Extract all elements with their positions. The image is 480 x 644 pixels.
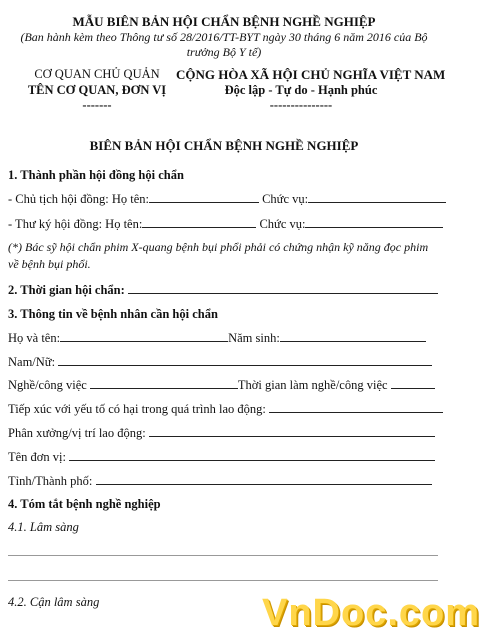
country-name: CỘNG HÒA XÃ HỘI CHỦ NGHĨA VIỆT NAM <box>176 67 446 82</box>
secretary-position-label: Chức vụ: <box>259 217 306 231</box>
chair-name-field[interactable] <box>149 192 259 203</box>
document-title: BIÊN BẢN HỘI CHẨN BỆNH NGHỀ NGHIỆP <box>89 138 359 153</box>
right-divider: --------------- <box>269 98 333 112</box>
province-label: Tỉnh/Thành phố: <box>8 474 93 488</box>
job-field[interactable] <box>90 378 238 389</box>
province-field[interactable] <box>96 474 432 485</box>
clinical-line-2[interactable] <box>8 580 438 581</box>
birth-label: Năm sinh: <box>228 331 280 345</box>
gender-label: Nam/Nữ: <box>8 355 56 369</box>
form-subtitle-line1: (Ban hành kèm theo Thông tư số 28/2016/TT-BYT ngày 30 tháng 6 năm 2016 của Bộ <box>20 30 428 44</box>
clinical-line-1[interactable] <box>8 555 438 556</box>
section2-row <box>8 283 438 298</box>
section3-heading: 3. Thông tin về bệnh nhân cần hội chẩn <box>8 307 218 321</box>
gender-row <box>8 355 432 370</box>
chair-position-label: Chức vụ: <box>262 192 309 206</box>
province-row <box>8 474 432 489</box>
secretary-row <box>8 217 443 232</box>
name-label: Họ và tên: <box>8 331 61 345</box>
workshop-label: Phân xưởng/vị trí lao động: <box>8 426 146 440</box>
left-divider: ------- <box>82 98 112 112</box>
form-title: MẪU BIÊN BẢN HỘI CHẨN BỆNH NGHỀ NGHIỆP <box>72 14 376 29</box>
vndoc-watermark: VnDoc.com <box>262 592 480 634</box>
form-subtitle-line2: trưởng Bộ Y tế) <box>186 45 262 59</box>
section2-heading: 2. Thời gian hội chẩn: <box>8 283 125 297</box>
exposure-label: Tiếp xúc với yếu tố có hại trong quá trình lao động: <box>8 402 266 416</box>
workshop-field[interactable] <box>149 426 435 437</box>
chair-row <box>8 192 446 207</box>
worktime-field[interactable] <box>391 378 435 389</box>
section4-heading: 4. Tóm tắt bệnh nghề nghiệp <box>8 497 161 511</box>
birth-year-field[interactable] <box>280 331 426 342</box>
patient-name-field[interactable] <box>60 331 228 342</box>
worktime-label: Thời gian làm nghề/công việc <box>237 378 388 392</box>
paraclinical-label: 4.2. Cận lâm sàng <box>8 595 100 609</box>
consult-time-field[interactable] <box>128 283 438 294</box>
chair-position-field[interactable] <box>308 192 446 203</box>
exposure-field[interactable] <box>269 402 443 413</box>
unit-field[interactable] <box>69 450 435 461</box>
national-motto: Độc lập - Tự do - Hạnh phúc <box>224 83 378 97</box>
agency-name: CƠ QUAN CHỦ QUẢN <box>34 67 160 81</box>
note-line2: về bệnh bụi phổi. <box>8 257 91 271</box>
job-label: Nghề/công việc <box>8 378 87 392</box>
secretary-name-field[interactable] <box>142 217 256 228</box>
exposure-row <box>8 402 443 417</box>
secretary-position-field[interactable] <box>305 217 443 228</box>
clinical-label: 4.1. Lâm sàng <box>8 520 79 534</box>
gender-field[interactable] <box>58 355 432 366</box>
workshop-row <box>8 426 435 441</box>
section1-heading: 1. Thành phần hội đồng hội chẩn <box>8 168 184 182</box>
name-row <box>8 331 426 346</box>
unit-name: TÊN CƠ QUAN, ĐƠN VỊ <box>27 83 167 97</box>
chair-label: - Chủ tịch hội đồng: Họ tên: <box>8 192 149 206</box>
note-line1: (*) Bác sỹ hội chẩn phim X-quang bệnh bụi phổi phải có chứng nhận kỹ năng đọc phim <box>8 240 429 254</box>
secretary-label: - Thư ký hội đồng: Họ tên: <box>8 217 143 231</box>
unit-row <box>8 450 435 465</box>
unit-label: Tên đơn vị: <box>8 450 66 464</box>
job-row <box>8 378 435 393</box>
